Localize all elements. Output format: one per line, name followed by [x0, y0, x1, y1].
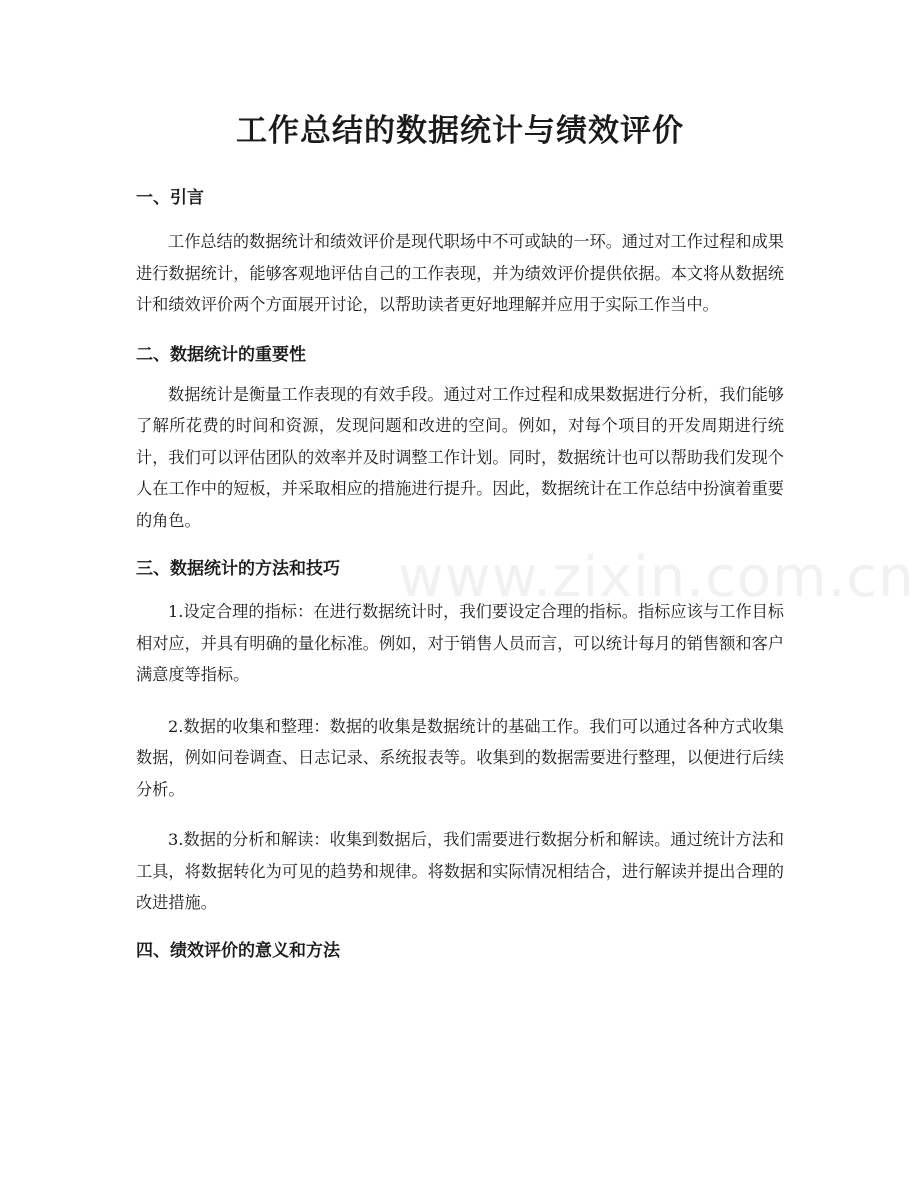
paragraph-method-1: 1.设定合理的指标：在进行数据统计时，我们要设定合理的指标。指标应该与工作目标相对应，并具有明确的量化标准。例如，对于销售人员而言，可以统计每月的销售额和客户满意度等指标。	[136, 602, 784, 684]
section-heading-methods: 三、数据统计的方法和技巧	[136, 559, 340, 579]
section-heading-introduction: 一、引言	[136, 188, 204, 208]
paragraph-introduction: 工作总结的数据统计和绩效评价是现代职场中不可或缺的一环。通过对工作过程和成果进行数据统计，能够客观地评估自己的工作表现，并为绩效评价提供依据。本文将从数据统计和绩效评价两个方面展开讨论，以帮助读者更好地理解并应用于实际工作当中。	[136, 232, 784, 314]
paragraph-method-2: 2.数据的收集和整理：数据的收集是数据统计的基础工作。我们可以通过各种方式收集数据，例如问卷调查、日志记录、系统报表等。收集到的数据需要进行整理，以便进行后续分析。	[136, 716, 784, 799]
page-title: 工作总结的数据统计与绩效评价	[236, 113, 684, 149]
paragraph-method-3: 3.数据的分析和解读：收集到数据后，我们需要进行数据分析和解读。通过统计方法和工具，将数据转化为可见的趋势和规律。将数据和实际情况相结合，进行解读并提出合理的改进措施。	[136, 830, 784, 912]
paragraph-importance: 数据统计是衡量工作表现的有效手段。通过对工作过程和成果数据进行分析，我们能够了解所花费的时间和资源，发现问题和改进的空间。例如，对每个项目的开发周期进行统计，我们可以评估团队的效率并及时调整工作计划。同时，数据统计也可以帮助我们发现个人在工作中的短板，并采取相应的措施进行提升。因此，数据统计在工作总结中扮演着重要的角色。	[136, 384, 784, 530]
section-heading-importance: 二、数据统计的重要性	[136, 344, 306, 365]
watermark-text: www.zixin.com.cn	[398, 545, 915, 610]
section-heading-performance: 四、绩效评价的意义和方法	[136, 940, 340, 961]
